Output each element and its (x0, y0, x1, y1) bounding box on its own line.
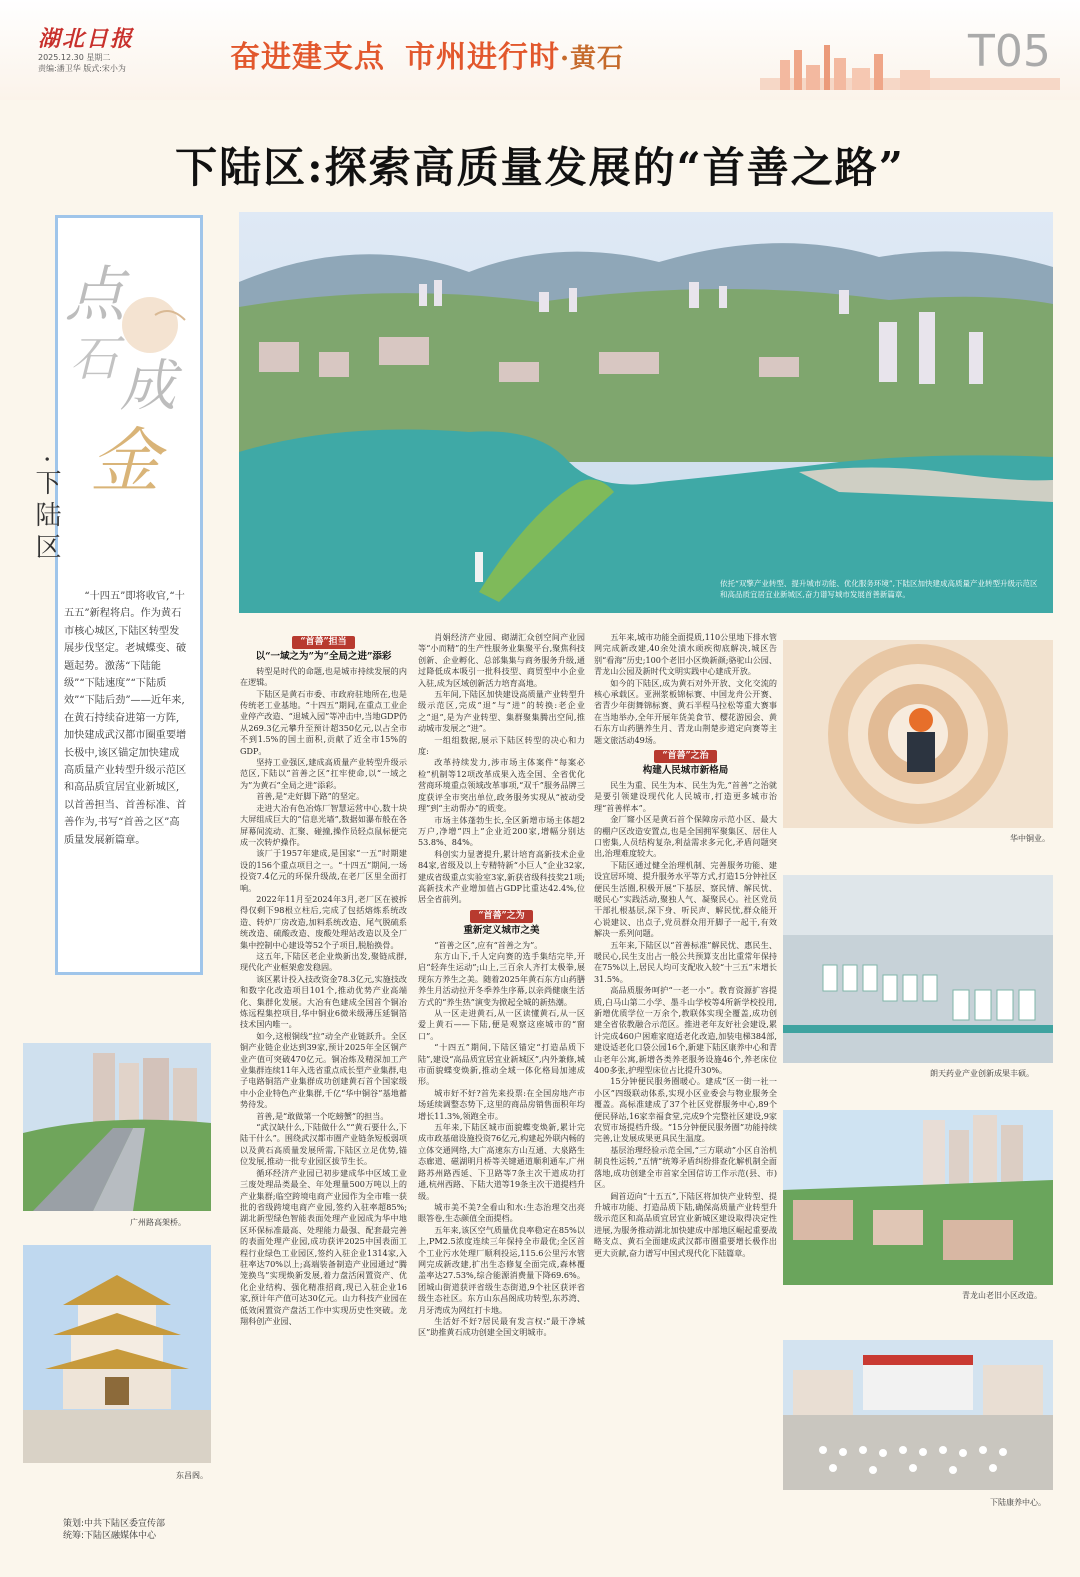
road-photo (23, 1043, 211, 1211)
column-2-body-b (418, 940, 585, 1339)
footer-line-1: 策划:中共下陆区委宣传部 (63, 1519, 166, 1529)
paragraph: 该厂于1957年建成,是国家“一五”时期建设的156个重点项目之一。“十四五”期间,一场投资7.4亿元的环保升级战,在老厂区里全面打响。 (240, 848, 407, 893)
pharma-photo (783, 875, 1053, 1063)
svg-text:成: 成 (120, 354, 176, 419)
banner-part-3: ·黄石 (560, 44, 625, 74)
paragraph: 阔首迈向“十五五”,下陆区将加快产业转型、提升城市功能、打造品质下陆,确保高质量产业转型升级示范区和高品质宜居宜业新城区建设取得决定性进展,为服务推动湖北加快建成中部地区崛起重要战略支点、黄石全面建成武汉都市圈重要增长极作出更大贡献,奋力谱写中国式现代化下陆篇章。 (594, 1190, 777, 1258)
health-center-photo (783, 1340, 1053, 1490)
health-center-caption: 下陆康养中心。 (990, 1498, 1046, 1507)
section-label-1: “首善”担当 (292, 636, 354, 649)
paragraph: 城市好不好?首先来投票:在全国房地产市场延续调整态势下,这里的商品房销售面积年均增长11.3%,领跑全市。 (418, 1087, 585, 1121)
paragraph: “武汉缺什么,下陆做什么”“黄石要什么,下陆干什么”。围绕武汉都市圈产业链条短板弱项以及黄石高质量发展所需,下陆区立足优势,锚位发展,推动一批专业园区拔节生长。 (240, 1122, 407, 1167)
svg-text:点: 点 (65, 260, 125, 330)
paragraph: 15分钟便民服务圈暖心。建成“区一街一社一小区”四级联动体系,实现小区业委会与物业服务全覆盖。高标准建成了37个社区党群服务中心,89个便民驿站,16家幸福食堂,完成9个完整社区建设,9家农贸市场提档升级。“15分钟便民服务圈”功能持续完善,让发展成果更具民生温度。 (594, 1076, 777, 1144)
paragraph: 首善,是“敢做第一个吃螃蟹”的担当。 (256, 1110, 389, 1121)
paragraph: 走进大冶有色冶炼厂智慧运营中心,数十块大屏组成巨大的“信息光墙”,数据如瀑布般在各屏幕间流动、汇聚、碰撞,操作员轻点鼠标便完成一次转炉操作。 (240, 802, 407, 847)
paragraph: 市场主体蓬勃生长,全区新增市场主体超2万户,净增“四上”企业近200家,增幅分别达53.8%、84%。 (418, 814, 585, 848)
paragraph: 坚持工业强区,建成高质量产业转型升级示范区,下陆以“首善之区”扛牢使命,以“一域之为”为黄石“全局之进”添彩。 (240, 757, 407, 790)
main-photo-caption: 依托“双擎产业转型、提升城市功能、优化服务环境”,下陆区加快建成高质量产业转型升级示范区和高品质宜居宜业新城区,奋力谱写城市发展首善新篇章。 (720, 579, 1038, 599)
paragraph: 该区累计投入技改资金78.3亿元,实施技改和数字化改造项目101个,推动优势产业高端化、集群化发展。大冶有色建成全国首个铜冶炼远程集控项目,华中铜业6微米级薄压延铜箔技术国内唯一。 (240, 973, 407, 1030)
headline: 下陆区:探索高质量发展的“首善之路” (175, 143, 905, 192)
community-photo (783, 1110, 1053, 1285)
paragraph: 城市美不美?全看山和水:生态治理交出亮眼答卷,生态颜值全面提档。 (418, 1201, 585, 1224)
column-2-body-a (418, 632, 585, 906)
section-label-2: “首善”之为 (470, 910, 532, 923)
column-3-body-b (594, 780, 777, 1259)
paragraph: 民生为重、民生为本、民生为先,“首善”之治就是要引领建设现代化人民城市,打造更多城市治理“首善样本”。 (594, 779, 777, 813)
section-label-3: “首善”之治 (654, 750, 716, 763)
column-3-body-a (594, 632, 777, 746)
road-caption: 广州路高架桥。 (130, 1218, 186, 1227)
publication-date: 2025.12.30 星期二 (38, 53, 111, 62)
calligraphy-art (60, 245, 190, 505)
paragraph: 改革持续发力,涉市场主体案件“每案必检”机制等12项改革成果入选全国、全省优化营商环境重点领域改革事项,“双千”服务品牌三度获评全市突出单位,政务服务实现从“被动受理”到“主动帮办”的质变。 (418, 757, 585, 814)
copper-photo (783, 640, 1053, 828)
pavilion-caption: 东昌阁。 (176, 1471, 208, 1480)
aerial-photo (239, 212, 1053, 613)
svg-text:石: 石 (70, 331, 119, 387)
paragraph: 如今,这根铜线“拉”动全产业链跃升。全区铜产业链企业达到39家,预计2025年全区铜产业产值可突破470亿元。铜冶炼及精深加工产业集群连续11年入选省重点成长型产业集群,电子电路铜箔产业集群成功创建黄石首个国家级中小企业特色产业集群,千亿“华中铜谷”基地蓄势待发。 (240, 1030, 407, 1110)
footer-line-2: 统筹:下陆区融媒体中心 (63, 1531, 157, 1541)
article-column-3 (594, 632, 777, 1567)
section-heading-1: 以“一域之为”为“全局之进”添彩 (255, 651, 392, 663)
paragraph: 2022年11月至2024年3月,老厂区在被拆得仅剩下98根立柱后,完成了包括熔炼系统改造、转炉厂房改造,加料系统改造、尾气脱硫系统改造、硫酸改造、废酸处理站改造以及全厂集中控制中心建设等52个子项目,脱胎换骨。 (240, 893, 407, 950)
paper-name: 湖北日报 (38, 26, 135, 52)
paragraph: 东方山下,千人定向赛的选手集结完毕,开启“轻奔生运动”;山上,三百余人齐打太极拳,展现东方养生之美。随着2025年黄石东方山药膳养生月活动拉开冬季养生序幕,以亲尚健康生活方式的“养生热”演变为掀起全城的新热潮。 (418, 950, 585, 1007)
copper-caption: 华中铜业。 (1010, 834, 1050, 843)
paragraph: 下陆区通过健全治理机制、完善服务功能、建设宜居环境、提升服务水平等方式,打造15分钟社区便民生活圈,积极开展“下基层、察民情、解民忧、暖民心”实践活动,聚独人气、凝聚民心。社区党员干部扎根基层,深下身、听民声、解民忧,群众能开心说建议、出点子,党员群众用开脚子一起干,有效解决一系列问题。 (594, 859, 777, 939)
paragraph: 循环经济产业园已初步建成华中区域工业三废处理品类最全、年处理量500万吨以上的产业集群;临空跨境电商产业园作为全市唯一获批的省级跨境电商产业园,签约入驻率超85%;湖北新型绿色智能表面处理产业园成为华中地区环保标准最高、处理能力最强、配套最完善的表面处理产业园,成功获评2025中国表面工程行业绿色工业园区,签约入驻企业1314家,入驻率达70%以上;高端装备制造产业园通过“腾笼换鸟”实现焕新发展,着力盘活闲置资产、优化企业结构、强化精准招商,现已入驻企业16家,预计年产值可达30亿元。山力科技产业园在低效闲置资产盘活工作中实现历史性突破。龙翔科创产业园、 (240, 1167, 407, 1326)
section-heading-2: 重新定义城市之美 (463, 925, 540, 937)
paragraph: 科创实力显著提升,累计培育高新技术企业84家,省级及以上专精特新“小巨人”企业32家,建成省级重点实验室3家,新获省级科技奖21项;高新技术产业增加值占GDP比重达42.4%,位居全省前列。 (418, 848, 585, 905)
article-column-1 (240, 632, 407, 1567)
banner-part-2: 市州进行时 (405, 40, 560, 75)
footer-credits (63, 1518, 165, 1542)
paragraph: 五年来,城市功能全面提质,110公里地下排水管网完成新改建,40余处渍水顽疾彻底解决,城区告别“看海”历史;100个老旧小区焕新颜;骆驼山公园、青龙山公园及新时代文明实践中心建成开放。 (594, 632, 777, 677)
paragraph: 五年间,下陆区加快建设高质量产业转型升级示范区,完成“退”与“进”的转换:老企业之“退”,是为产业转型、集群聚集腾出空间,推动城市发展之“进”。 (418, 689, 585, 734)
svg-text:金: 金 (90, 420, 160, 502)
section-heading-3: 构建人民城市新格局 (642, 765, 729, 777)
page-number: T05 (968, 26, 1051, 77)
paragraph: 从一区走进黄石,从一区读懂黄石,从一区爱上黄石——下陆,便是观察这座城市的“窗口”。 (418, 1008, 585, 1041)
paragraph: 转型是时代的命题,也是城市持续发展的内在逻辑。 (240, 665, 407, 688)
paragraph: 五年来,该区空气质量优良率稳定在85%以上,PM2.5浓度连续三年保持全市最优;全区首个工业污水处理厂顺利投运,115.6公里污水管网完成新改建,扩出生态修复全面完成,森林覆盖率达27.53%,综合能源消费量下降69.6%。团城山街道获评省级生态街道,9个社区获评省级生态社区。东方山东昌阁成功转型,东苏湾、月牙湾成为网红打卡地。 (418, 1224, 585, 1315)
paragraph: 如今的下陆区,成为黄石对外开放、文化交流的核心承载区。亚洲浆板锦标赛、中国龙舟公开赛、省青少年街舞锦标赛、黄石半程马拉松等重大赛事在当地举办,全年开展年货美食节、樱花游园会、黄石东方山药膳养生月、青龙山荆楚步道定向赛等主题文旅活动49场。 (594, 677, 777, 745)
paragraph: 肖娟经济产业园、砌湖汇众创空间产业园等“小而精”的生产性服务业集聚平台,聚焦科技创新、企业孵化、总部集集与商务服务升级,通过降低成本吸引一批科技型、商贸型中小企业入驻,成为区域创新活力培育高地。 (418, 632, 585, 688)
paragraph: “十四五”期间,下陆区锚定“打造品质下陆”,建设“高品质宜居宜业新城区”,内外兼修,城市面貌蝶变焕新,推动全域一体化格局加速成形。 (418, 1042, 585, 1087)
community-caption: 青龙山老旧小区改造。 (962, 1291, 1042, 1300)
district-name: ·下陆区 (31, 455, 61, 566)
section-banner (230, 32, 624, 76)
sidebar-intro: “十四五”即将收官,“十五五”新程将启。作为黄石市核心城区,下陆区转型发展步伐坚定。老城蝶变、破题起势。激荡“下陆能级”“下陆速度”“下陆质效”“下陆后劲”——近年来,在黄石持续奋进第一方阵,加快建成武汉都市圈重要增长极中,该区锚定加快建成高质量产业转型升级示范区和高品质宜居宜业新城区,以首善担当、首善标准、首善作为,书写“首善之区”高质量发展新篇章。 (64, 591, 187, 846)
paragraph: 一组组数据,展示下陆区转型的决心和力度: (418, 734, 585, 757)
paragraph: 生活好不好?居民最有发言权:“最干净城区”助推黄石成功创建全国文明城市。 (418, 1315, 585, 1338)
editor-credit: 责编:潘卫华 版式:宋小为 (38, 64, 126, 73)
paragraph: 基层治理经验示范全国,“三方联动”小区自治机制良性运转,“五情”统筹矛盾纠纷排查化解机制全面落地,成功创建全市首家全国信访工作示范(县、市)区。 (594, 1144, 777, 1190)
article-column-2 (418, 632, 585, 1567)
banner-part-1: 奋进建支点 (230, 40, 385, 75)
paragraph: 首善,是“走好脚下路”的坚定。 (256, 791, 365, 802)
paragraph: 下陆区是黄石市委、市政府驻地所在,也是传统老工业基地。“十四五”期间,在重点工业企业停产改造、“退城入园”等冲击中,当地GDP仍从269.3亿元攀升至预计超350亿元,以占全市不到1.5%的国土面积,贡献了近全市15%的GDP。 (240, 688, 407, 756)
pavilion-photo (23, 1245, 211, 1463)
paragraph: “首善之区”,应有“首善之为”。 (434, 939, 543, 950)
paragraph: 金厂窿小区是黄石首个保障房示范小区、最大的棚户区改造安置点,也是全国拥军聚集区、居住人口密集,人员结构复杂,利益需求多元化,矛盾问题突出,治理难度较大。 (594, 814, 777, 859)
paragraph: 五年来,下陆区以“首善标准”解民忧、惠民生、暖民心,民生支出占一般公共预算支出比重常年保持在75%以上,居民人均可支配收入较“十三五”末增长31.5%。 (594, 939, 777, 984)
paragraph: 这五年,下陆区老企业焕新出发,聚链成群,现代化产业框架愈发稳固。 (240, 950, 407, 973)
paragraph: 五年来,下陆区城市面貌蝶变焕新,累计完成市政基础设施投资76亿元,构建起外联内畅的立体交通网络,大广高速东方山互通、大泉路生态廊道、磁湖明月桥等关键通道顺利通车,广州路苏州路西延、下卫路等7条主次干道成功打通,杭州西路、下陆大道等19条主次干道提档升级。 (418, 1122, 585, 1201)
column-1-body (240, 666, 407, 1328)
paragraph: 高品质服务呵护“一老一小”。教育资源扩容提质,白马山第二小学、墨斗山学校等4所新学校投用,新增优质学位一万余个,教联体实现全覆盖,成功创建全省依教融合示范区。推进老年友好社会建设,累计完成460户困难家庭适老化改造,加装电梯384部,建设适老化口袋公园16个,新建下陆区康养中心和青山老年公寓,新增各类养老服务设施46个,养老床位400多张,护理型床位占比提升30%。 (594, 985, 777, 1076)
pharma-caption: 朗天药业产业创新成果丰硕。 (930, 1069, 1034, 1078)
